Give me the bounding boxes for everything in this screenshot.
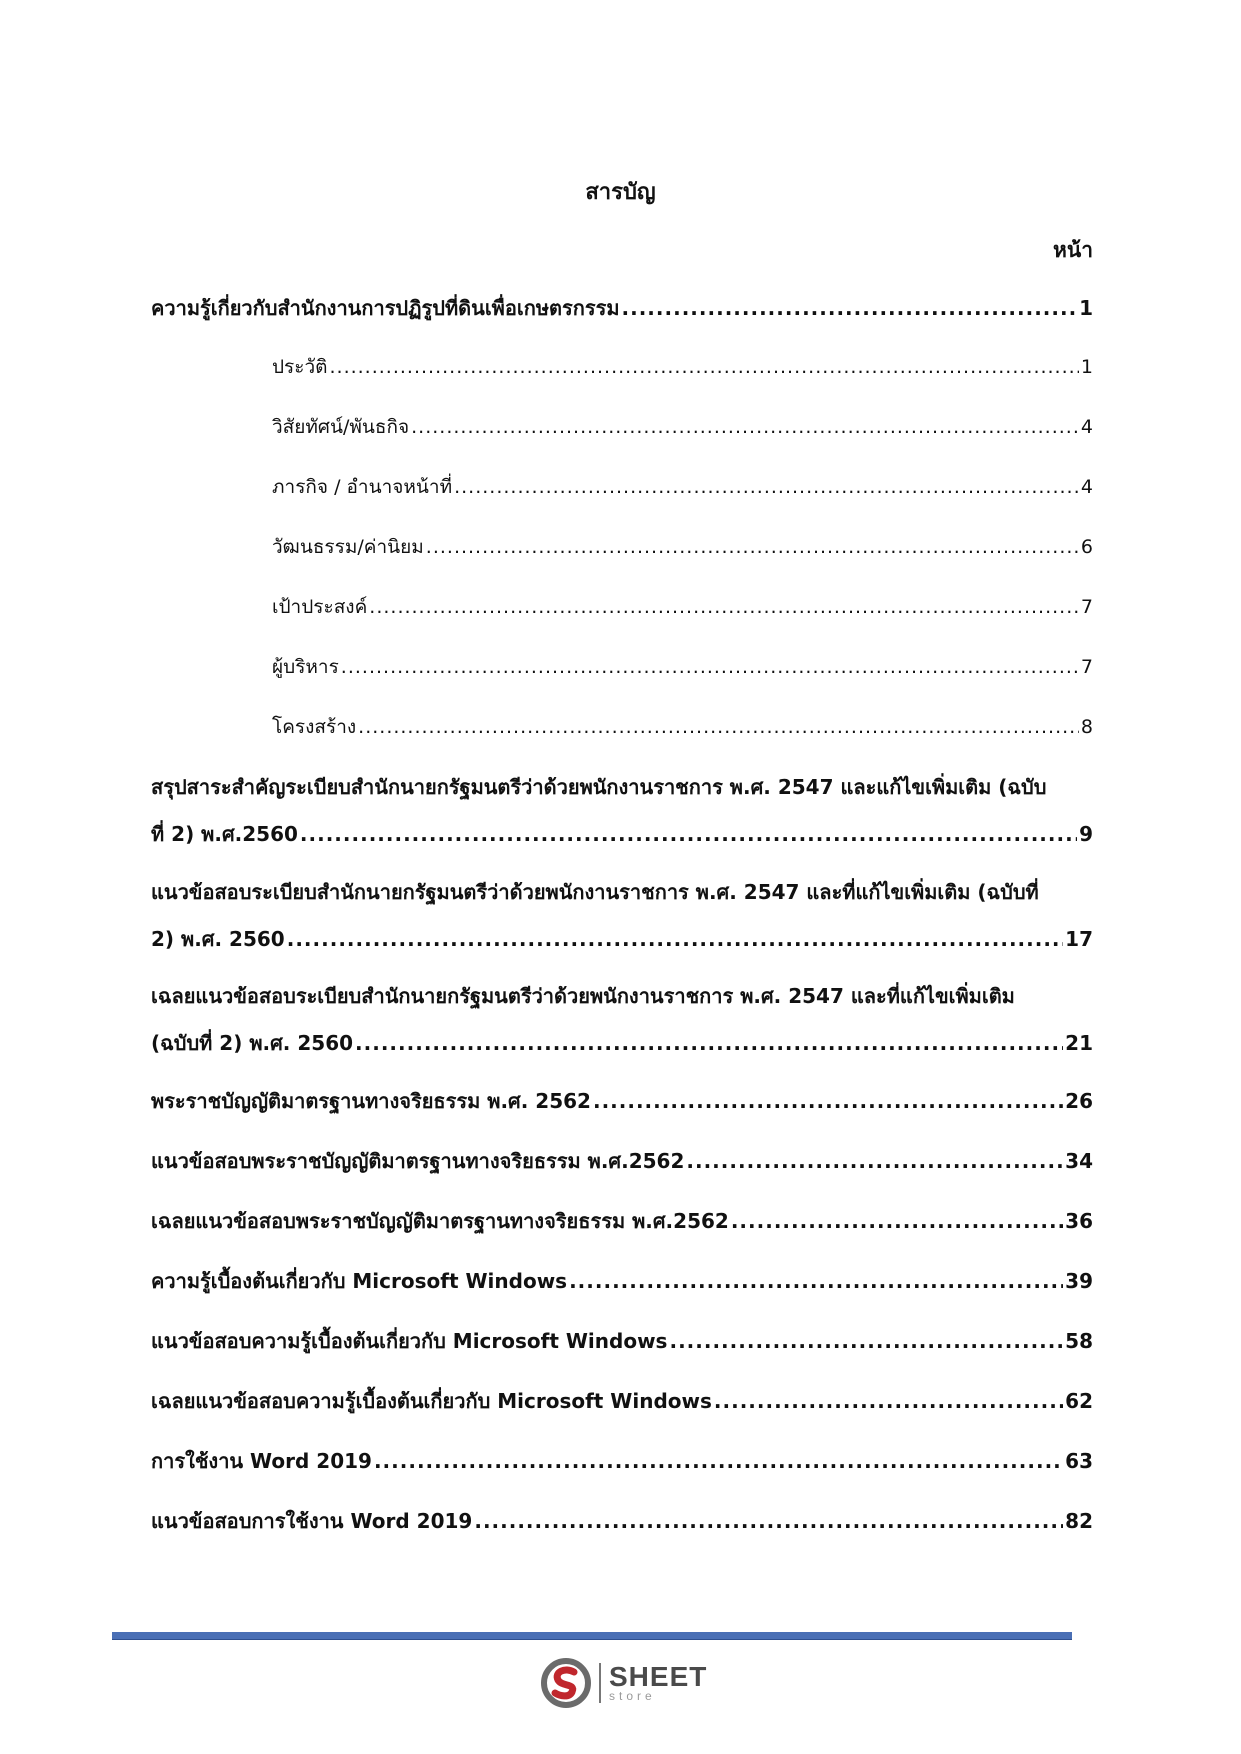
toc-entry-text: ผู้บริหาร: [272, 656, 339, 678]
toc-entry-text: แนวข้อสอบพระราชบัญญัติมาตรฐานทางจริยธรรม พ.ศ.2562: [151, 1149, 685, 1173]
dot-leader: [731, 1198, 1063, 1245]
toc-entry[interactable]: [272, 644, 1093, 691]
toc-entry[interactable]: [151, 1378, 1093, 1425]
toc-entry-page: 58: [1065, 1329, 1093, 1353]
toc-entry[interactable]: [151, 285, 1093, 332]
toc-entry-text: เป้าประสงค์: [272, 596, 368, 618]
toc-entry[interactable]: [151, 1138, 1093, 1185]
toc-entry-text: เฉลยแนวข้อสอบความรู้เบื้องต้นเกี่ยวกับ Microsoft Windows: [151, 1389, 712, 1413]
toc-entry-text: แนวข้อสอบความรู้เบื้องต้นเกี่ยวกับ Microsoft Windows: [151, 1329, 668, 1353]
toc-entry-text: 2) พ.ศ. 2560: [151, 927, 285, 951]
dot-leader: [474, 1498, 1063, 1545]
toc-entry-text: วิสัยทัศน์/พันธกิจ: [272, 416, 410, 438]
toc-entry-text: ประวัติ: [272, 356, 328, 378]
dot-leader: [622, 285, 1078, 332]
logo-text: SHEET: [609, 1661, 708, 1692]
page-number-header: หน้า: [1053, 238, 1093, 262]
dot-leader: [454, 464, 1079, 511]
sheet-store-logo: [541, 1658, 707, 1708]
toc-entry[interactable]: [272, 404, 1093, 451]
toc-entry-text: ภารกิจ / อำนาจหน้าที่: [272, 476, 453, 498]
toc-entry-text: แนวข้อสอบการใช้งาน Word 2019: [151, 1509, 473, 1533]
toc-entry-text: โครงสร้าง: [272, 716, 357, 738]
dot-leader: [686, 1138, 1063, 1185]
toc-entry-text: ที่ 2) พ.ศ.2560: [151, 822, 298, 846]
logo-separator: [599, 1663, 601, 1703]
dot-leader: [287, 916, 1063, 963]
dot-leader: [374, 1438, 1063, 1485]
sheet-store-logo-icon: [541, 1658, 591, 1708]
toc-entry-prefix: แนวข้อสอบระเบียบสำนักนายกรัฐมนตรีว่าด้วยพนักงานราชการ พ.ศ. 2547 และที่แก้ไขเพิ่มเติม (ฉบับที่: [151, 880, 1039, 904]
toc-entry[interactable]: [272, 464, 1093, 511]
toc-entry[interactable]: [151, 1258, 1093, 1305]
toc-entry-page: 9: [1079, 822, 1093, 846]
toc-entry-page: 4: [1080, 476, 1093, 498]
toc-entry-prefix: เฉลยแนวข้อสอบระเบียบสำนักนายกรัฐมนตรีว่าด้วยพนักงานราชการ พ.ศ. 2547 และที่แก้ไขเพิ่มเติม: [151, 984, 1015, 1008]
dot-leader: [329, 344, 1078, 391]
toc-entry-page: 6: [1080, 536, 1093, 558]
dot-leader: [411, 404, 1079, 451]
toc-entry[interactable]: [151, 1078, 1093, 1125]
toc-entry-text: พระราชบัญญัติมาตรฐานทางจริยธรรม พ.ศ. 2562: [151, 1089, 591, 1113]
dot-leader: [355, 1020, 1063, 1067]
dot-leader: [669, 1318, 1063, 1365]
toc-entry-text: วัฒนธรรม/ค่านิยม: [272, 536, 424, 558]
toc-entry-page: 34: [1065, 1149, 1093, 1173]
dot-leader: [300, 811, 1077, 858]
toc-entry-page: 7: [1080, 656, 1093, 678]
toc-entry-page: 82: [1065, 1509, 1093, 1533]
toc-entry[interactable]: [151, 1318, 1093, 1365]
toc-entry[interactable]: [272, 524, 1093, 571]
toc-entry-prefix: สรุปสาระสำคัญระเบียบสำนักนายกรัฐมนตรีว่าด้วยพนักงานราชการ พ.ศ. 2547 และแก้ไขเพิ่มเติม (ฉบับ: [151, 775, 1047, 799]
toc-entry-page: 36: [1065, 1209, 1093, 1233]
toc-entry-text: (ฉบับที่ 2) พ.ศ. 2560: [151, 1031, 354, 1055]
toc-entry[interactable]: [272, 344, 1093, 391]
footer-rule: [112, 1632, 1072, 1640]
toc-entry-page: 1: [1080, 356, 1093, 378]
toc-entry-page: 26: [1065, 1089, 1093, 1113]
dot-leader: [426, 524, 1079, 571]
toc-entry-page: 17: [1065, 927, 1093, 951]
toc-entry-page: 4: [1080, 416, 1093, 438]
dot-leader: [593, 1078, 1063, 1125]
toc-entry-page: 62: [1065, 1389, 1093, 1413]
toc-entry[interactable]: [151, 1438, 1093, 1485]
logo-subtext: store: [609, 1689, 656, 1703]
dot-leader: [358, 704, 1079, 751]
toc-entry[interactable]: [272, 584, 1093, 631]
toc-entry-page: 39: [1065, 1269, 1093, 1293]
toc-entry-page: 63: [1065, 1449, 1093, 1473]
toc-entry[interactable]: [151, 764, 1093, 858]
toc-entry[interactable]: [151, 973, 1093, 1067]
dot-leader: [569, 1258, 1063, 1305]
toc-entry-text: ความรู้เบื้องต้นเกี่ยวกับ Microsoft Windows: [151, 1269, 568, 1293]
logo-wordmark: [609, 1661, 708, 1703]
toc-entry-text: ความรู้เกี่ยวกับสำนักงานการปฏิรูปที่ดินเพื่อเกษตรกรรม: [151, 296, 620, 320]
toc-entry-text: เฉลยแนวข้อสอบพระราชบัญญัติมาตรฐานทางจริยธรรม พ.ศ.2562: [151, 1209, 729, 1233]
toc-entry[interactable]: [151, 869, 1093, 963]
toc-entry-page: 7: [1080, 596, 1093, 618]
toc-entry-page: 8: [1080, 716, 1093, 738]
toc-entry[interactable]: [272, 704, 1093, 751]
page-title: สารบัญ: [585, 180, 656, 205]
dot-leader: [714, 1378, 1063, 1425]
toc-entry-page: 1: [1079, 296, 1093, 320]
dot-leader: [369, 584, 1079, 631]
toc-entry[interactable]: [151, 1498, 1093, 1545]
toc-entry[interactable]: [151, 1198, 1093, 1245]
toc-entry-page: 21: [1065, 1031, 1093, 1055]
dot-leader: [341, 644, 1079, 691]
toc-entry-text: การใช้งาน Word 2019: [151, 1449, 372, 1473]
